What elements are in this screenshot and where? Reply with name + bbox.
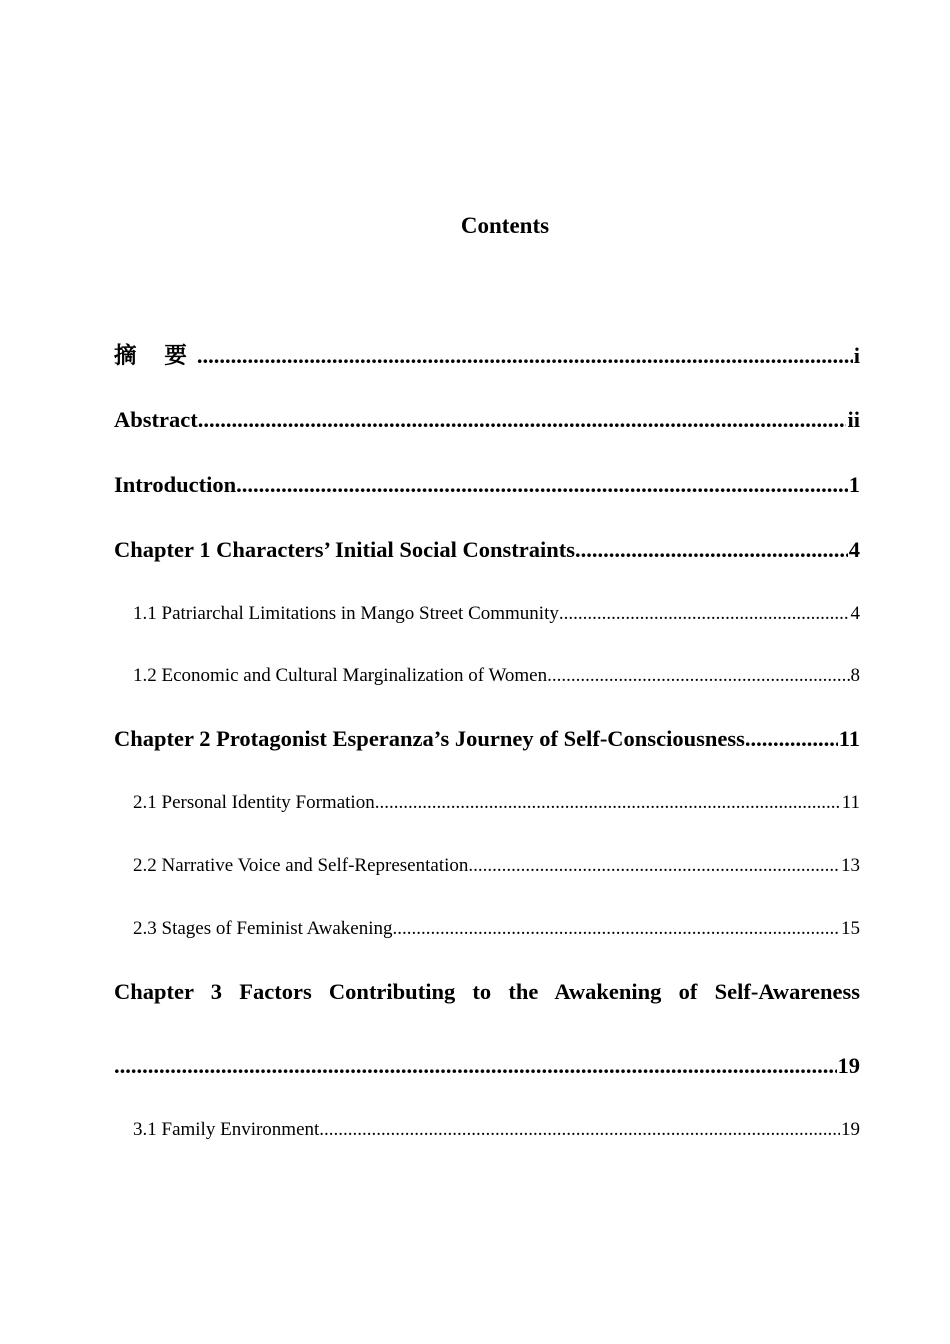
toc-entry-label: Chapter 2 Protagonist Esperanza’s Journey of Self-Consciousness: [114, 726, 745, 751]
dot-leader: [559, 601, 850, 627]
toc-entry-section-2-1[interactable]: [133, 790, 860, 816]
toc-entry-section-1-2[interactable]: [133, 663, 860, 689]
toc-entry-label: Chapter 1 Characters’ Initial Social Constraints: [114, 537, 576, 562]
toc-entry-introduction[interactable]: [114, 470, 860, 500]
dot-leader: [745, 724, 838, 754]
toc-entry-label: 2.3 Stages of Feminist Awakening: [133, 918, 393, 939]
toc-entry-chapter-3[interactable]: [114, 977, 860, 1081]
toc-entry-page: 15: [841, 918, 860, 939]
dot-leader: [236, 470, 848, 500]
dot-leader: [198, 405, 847, 435]
toc-entry-label: 3.1 Family Environment: [133, 1119, 320, 1140]
page-title: Contents: [460, 213, 550, 238]
toc-entry-page: 4: [848, 537, 860, 562]
toc-entry-section-2-3[interactable]: [133, 916, 860, 942]
toc-entry-page: 1: [848, 472, 860, 497]
toc-entry-chapter-2[interactable]: [114, 724, 860, 754]
dot-leader: [197, 341, 853, 371]
toc-entry-page: 4: [850, 603, 860, 624]
dot-leader: [393, 916, 841, 942]
dot-leader: [468, 853, 840, 879]
toc-entry-abstract[interactable]: [114, 405, 860, 435]
dot-leader: [114, 1051, 837, 1081]
toc-entry-label: 2.1 Personal Identity Formation: [133, 792, 375, 813]
toc-entry-label: 2.2 Narrative Voice and Self-Representation: [133, 855, 469, 876]
toc-entry-page: i: [853, 343, 860, 368]
toc-entry-label: 1.2 Economic and Cultural Marginalization of Women: [133, 665, 548, 686]
toc-entry-abstract-chinese[interactable]: [114, 341, 860, 371]
toc-entry-section-1-1[interactable]: [133, 601, 860, 627]
dot-leader: [319, 1117, 840, 1143]
toc-entry-page: ii: [847, 407, 860, 432]
toc-entry-label: 1.1 Patriarchal Limitations in Mango Street Community: [133, 603, 559, 624]
toc-entry-page: 8: [850, 665, 860, 686]
dot-leader: [547, 663, 849, 689]
toc-entry-section-2-2[interactable]: [133, 853, 860, 879]
dot-leader: [575, 535, 848, 565]
toc-entry-page: 19: [837, 1053, 860, 1078]
toc-entry-page: 13: [841, 855, 860, 876]
toc-entry-page: 11: [841, 792, 860, 813]
toc-entry-leader-line: [114, 1051, 860, 1081]
toc-entry-label: Abstract: [114, 407, 198, 432]
toc-entry-page: 19: [841, 1119, 860, 1140]
dot-leader: [375, 790, 841, 816]
toc-entry-label: 摘 要: [114, 343, 197, 369]
toc-entry-label: Chapter 3 Factors Contributing to the Awakening of Self-Awareness: [114, 979, 860, 1004]
toc-entry-section-3-1[interactable]: [133, 1117, 860, 1143]
toc-entry-page: 11: [838, 726, 860, 751]
toc-entry-label: Introduction: [114, 472, 237, 497]
toc-entry-chapter-1[interactable]: [114, 535, 860, 565]
